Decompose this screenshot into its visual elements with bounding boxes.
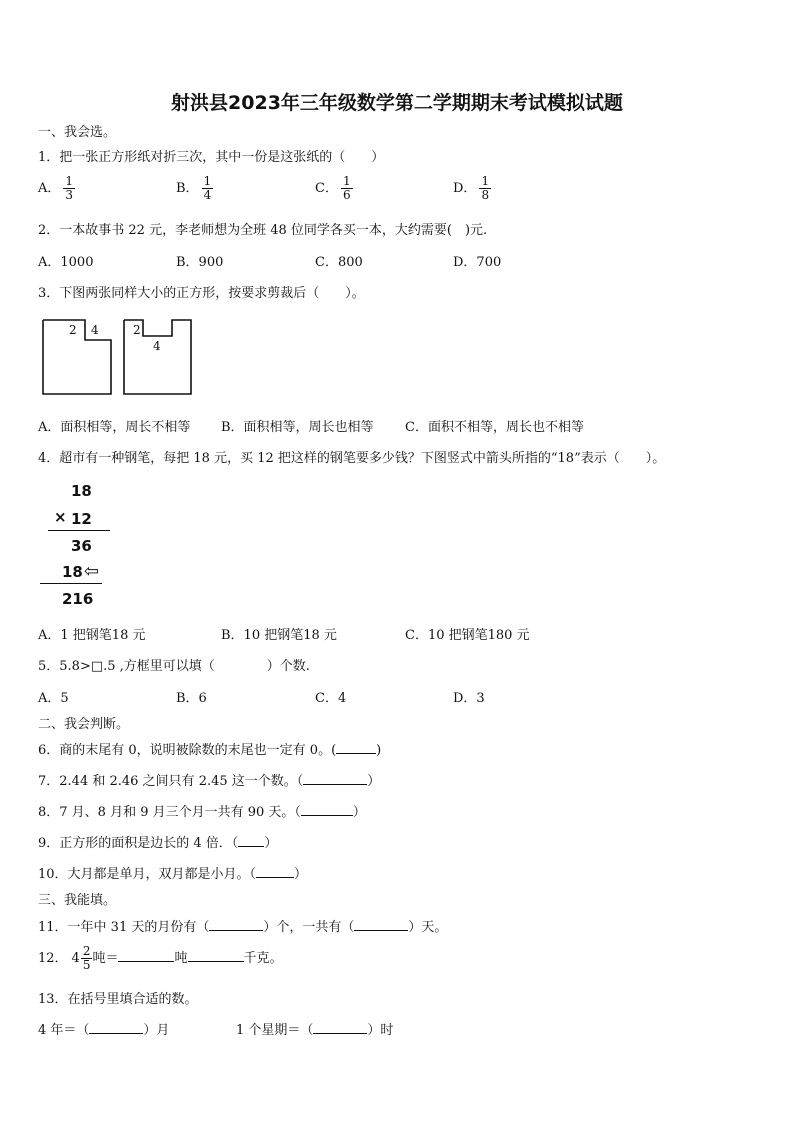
q2-option-a: A．1000 xyxy=(38,255,94,270)
q5-option-c: C．4 xyxy=(315,691,347,706)
calc-partial-2: 18 xyxy=(62,563,83,581)
question-12: 12． 4 $\frac{2}{5}$ 吨＝ 吨 千克。 xyxy=(38,944,283,972)
calc-partial-1: 36 xyxy=(71,537,92,555)
question-4: 4．超市有一种钢笔，每把 18 元，买 12 把这样的钢笔要多少钱？下图竖式中箭头所指的“18”表示（ ）。 xyxy=(38,451,666,466)
question-7: 7．2.44 和 2.46 之间只有 2.45 这一个数。（ ） xyxy=(38,774,381,789)
calc-result: 216 xyxy=(62,590,94,608)
question-3: 3．下图两张同样大小的正方形，按要求剪裁后（ ）。 xyxy=(38,286,365,301)
q1-option-c: C． $\frac{1}{6}$ xyxy=(315,174,351,202)
answer-blank[interactable] xyxy=(301,804,353,816)
q1-option-b: B． $\frac{1}{4}$ xyxy=(176,174,212,202)
q2-option-c: C．800 xyxy=(315,255,363,270)
answer-blank[interactable] xyxy=(89,1022,143,1034)
q4-option-a: A．1 把钢笔18 元 xyxy=(38,628,146,643)
q2-option-d: D．700 xyxy=(453,255,502,270)
square-1-label-2: 2 xyxy=(69,323,77,337)
q13-week-to-hours: 1 个星期＝（ ）时 xyxy=(236,1023,394,1038)
question-6: 6．商的末尾有 0，说明被除数的末尾也一定有 0。( ) xyxy=(38,743,382,758)
calc-multiplier: 12 xyxy=(71,510,92,528)
arrow-left-icon: ⇦ xyxy=(84,561,100,582)
cut-squares-figure xyxy=(36,314,206,398)
answer-blank[interactable] xyxy=(354,919,408,931)
answer-blank[interactable] xyxy=(303,773,367,785)
answer-blank[interactable] xyxy=(118,950,174,962)
q3-option-a: A．面积相等，周长不相等 xyxy=(38,420,191,435)
section-heading-fill: 三、我能填。 xyxy=(38,893,117,908)
question-1: 1．把一张正方形纸对折三次，其中一份是这张纸的（ ） xyxy=(38,150,385,165)
answer-blank[interactable] xyxy=(313,1022,367,1034)
section-heading-choose: 一、我会选。 xyxy=(38,125,117,140)
calc-multiplicand: 18 xyxy=(71,482,92,500)
q4-option-c: C．10 把钢笔180 元 xyxy=(405,628,530,643)
section-heading-judge: 二、我会判断。 xyxy=(38,717,130,732)
question-9: 9．正方形的面积是边长的 4 倍．（ ） xyxy=(38,836,278,851)
answer-blank[interactable] xyxy=(209,919,263,931)
square-2-label-2: 2 xyxy=(133,323,141,337)
q3-option-c: C．面积不相等，周长也不相等 xyxy=(405,420,584,435)
calc-line-2 xyxy=(40,583,102,584)
answer-blank[interactable] xyxy=(188,950,244,962)
q5-option-d: D．3 xyxy=(453,691,485,706)
question-5: 5．5.8>□.5 ,方框里可以填（ ）个数. xyxy=(38,659,310,674)
question-8: 8．7 月、8 月和 9 月三个月一共有 90 天。（ ） xyxy=(38,805,366,820)
square-1-label-4: 4 xyxy=(91,323,99,337)
square-2-label-4: 4 xyxy=(153,339,161,353)
question-13: 13．在括号里填合适的数。 xyxy=(38,992,198,1007)
q1-option-a: A． $\frac{1}{3}$ xyxy=(38,174,74,202)
q5-option-a: A．5 xyxy=(38,691,69,706)
question-2: 2．一本故事书 22 元，李老师想为全班 48 位同学各买一本，大约需要( )元. xyxy=(38,223,488,238)
question-10: 10．大月都是单月，双月都是小月。（ ） xyxy=(38,867,308,882)
q1-option-d: D． $\frac{1}{8}$ xyxy=(453,174,490,202)
calc-line-1 xyxy=(48,530,110,531)
answer-blank[interactable] xyxy=(256,866,294,878)
calc-times-sign: × xyxy=(54,508,67,526)
answer-blank[interactable] xyxy=(336,742,376,754)
page-title: 射洪县2023年三年级数学第二学期期末考试模拟试题 xyxy=(171,92,623,114)
question-11: 11．一年中 31 天的月份有（ ）个，一共有（ ）天。 xyxy=(38,920,448,935)
q5-option-b: B．6 xyxy=(176,691,207,706)
square-1-outline xyxy=(43,320,111,394)
q4-option-b: B．10 把钢笔18 元 xyxy=(221,628,337,643)
q2-option-b: B．900 xyxy=(176,255,224,270)
q3-option-b: B．面积相等，周长也相等 xyxy=(221,420,374,435)
q13-years-to-months: 4 年＝（ ）月 xyxy=(38,1023,170,1038)
answer-blank[interactable] xyxy=(238,835,264,847)
